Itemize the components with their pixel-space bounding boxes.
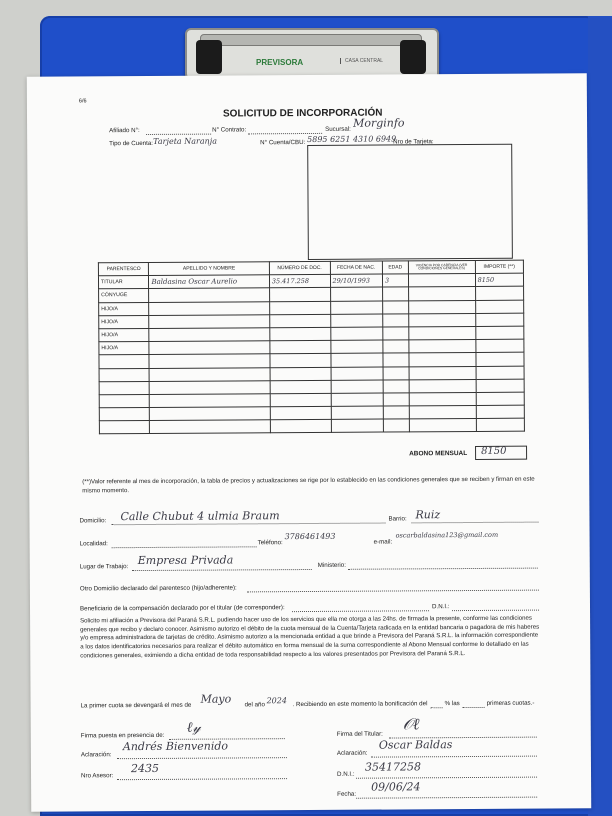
- ministerio-field[interactable]: [348, 568, 538, 570]
- beneficiario-label: Beneficiario de la compensación declarado por el titular (de corresponder):: [79, 604, 285, 613]
- cell-fecha-nac[interactable]: [331, 380, 384, 394]
- cell-fecha-nac[interactable]: [331, 419, 384, 433]
- dni-firma-value: 35417258: [364, 760, 422, 774]
- asesor-value: 2435: [130, 761, 160, 776]
- aclaracion-right-label: Aclaración:: [336, 749, 368, 757]
- clip-logo: PREVISORA: [256, 58, 304, 67]
- beneficiario-dni-field[interactable]: [452, 610, 539, 612]
- header-vigencia: VIGENCIA POR CARENCIA (VER CONDICIONES GENERALES): [408, 260, 475, 274]
- cell-numero-doc[interactable]: [270, 406, 331, 420]
- dni-firma-field[interactable]: [356, 777, 537, 779]
- cell-apellido-nombre[interactable]: [150, 407, 270, 421]
- cell-numero-doc[interactable]: [270, 420, 331, 434]
- cell-edad[interactable]: [383, 419, 409, 432]
- cuenta-cbu-value[interactable]: 5895 6251 4310 6949: [307, 134, 397, 145]
- cell-apellido-nombre[interactable]: [150, 394, 270, 408]
- aclaracion-left-value: Andrés Bienvenido: [122, 739, 229, 754]
- cell-edad[interactable]: [383, 340, 409, 353]
- cell-vigencia[interactable]: [409, 379, 476, 393]
- cell-vigencia[interactable]: [409, 392, 476, 406]
- cell-apellido-nombre[interactable]: Baldasina Oscar Aurelio: [149, 275, 269, 289]
- cell-apellido-nombre[interactable]: [149, 354, 269, 368]
- tipo-cuenta-value[interactable]: Tarjeta Naranja: [153, 136, 218, 146]
- form-paper: [27, 73, 591, 811]
- header-fecha-nac: FECHA DE NAC.: [330, 261, 383, 275]
- cell-numero-doc[interactable]: [269, 301, 330, 315]
- fecha-field[interactable]: [356, 797, 537, 799]
- cell-importe[interactable]: [475, 300, 524, 313]
- cell-fecha-nac[interactable]: [331, 367, 384, 381]
- firma-presencia-label: Firma puesta en presencia de:: [80, 731, 165, 740]
- abono-value: 8150: [481, 445, 507, 457]
- cell-vigencia[interactable]: [408, 287, 475, 301]
- cell-parentesco[interactable]: [99, 381, 150, 394]
- cell-parentesco[interactable]: CÓNYUGE: [99, 289, 150, 302]
- tipo-cuenta-label: Tipo de Cuenta:: [109, 139, 154, 148]
- cell-apellido-nombre[interactable]: [149, 314, 269, 328]
- cell-numero-doc[interactable]: [270, 367, 331, 381]
- cell-numero-doc[interactable]: [270, 314, 331, 328]
- clip-hinge-left: [196, 40, 222, 74]
- cell-parentesco[interactable]: TITULAR: [98, 276, 149, 289]
- header-edad: EDAD: [382, 261, 408, 274]
- otro-domicilio-field[interactable]: [247, 590, 539, 593]
- header-parentesco: PARENTESCO: [98, 262, 149, 275]
- localidad-label: Localidad:: [79, 540, 108, 548]
- cell-importe[interactable]: [475, 339, 524, 352]
- cell-vigencia[interactable]: [408, 300, 475, 314]
- firma-titular-signature: 𝒪ℓ: [402, 714, 420, 734]
- cell-apellido-nombre[interactable]: [149, 328, 269, 342]
- otro-domicilio-label: Otro Domicilio declarado del parentesco (hijo/adherente):: [79, 584, 237, 593]
- cell-parentesco[interactable]: HIJO/A: [99, 302, 150, 315]
- domicilio-label: Domicilio:: [79, 517, 107, 525]
- cell-apellido-nombre[interactable]: [150, 380, 270, 394]
- cuotas-field[interactable]: [463, 707, 485, 708]
- sucursal-label: Sucursal:: [325, 125, 351, 133]
- email-label: e-mail:: [373, 538, 393, 546]
- abono-label: ABONO MENSUAL: [409, 450, 468, 458]
- cell-edad[interactable]: [383, 406, 409, 419]
- cell-vigencia[interactable]: [409, 366, 476, 380]
- cell-edad[interactable]: [383, 287, 409, 300]
- dni-firma-label: D.N.I.:: [337, 770, 355, 778]
- cell-edad[interactable]: 3: [382, 274, 408, 287]
- cell-fecha-nac[interactable]: [331, 393, 384, 407]
- cell-vigencia[interactable]: [409, 340, 476, 354]
- afiliado-field[interactable]: [146, 134, 211, 135]
- cell-apellido-nombre[interactable]: [149, 341, 269, 355]
- cell-vigencia[interactable]: [409, 419, 476, 433]
- cuenta-cbu-label: N° Cuenta/CBU:: [260, 139, 306, 147]
- cell-vigencia[interactable]: [408, 326, 475, 340]
- cell-edad[interactable]: [383, 366, 409, 379]
- trabajo-label: Lugar de Trabajo:: [79, 563, 129, 571]
- firma-presencia-signature: ℓ𝓎: [186, 719, 201, 736]
- form-title: SOLICITUD DE INCORPORACIÓN: [222, 107, 383, 120]
- ministerio-label: Ministerio:: [317, 561, 346, 569]
- clip-bar: [200, 34, 422, 46]
- barrio-value: Ruiz: [415, 508, 441, 522]
- fecha-value: 09/06/24: [371, 780, 421, 794]
- afiliado-label: Afiliado N°:: [109, 127, 140, 135]
- cell-edad[interactable]: [383, 300, 409, 313]
- bonificacion-field[interactable]: [431, 707, 443, 708]
- cell-importe[interactable]: 8150: [475, 273, 524, 286]
- header-numero-doc: NÚMERO DE DOC.: [269, 261, 330, 275]
- contrato-label: N° Contrato:: [212, 126, 247, 134]
- sucursal-value[interactable]: Morginfo: [353, 116, 405, 130]
- asesor-field[interactable]: [117, 778, 287, 780]
- header-apellido-nombre: APELLIDO Y NOMBRE: [149, 262, 269, 276]
- cuota-mes-value[interactable]: Mayo: [200, 692, 232, 706]
- cell-parentesco[interactable]: HIJO/A: [99, 342, 150, 355]
- trabajo-value: Empresa Privada: [137, 553, 234, 568]
- cell-importe[interactable]: [475, 313, 524, 326]
- aclaracion-right-field[interactable]: [371, 756, 537, 758]
- cell-apellido-nombre[interactable]: [150, 420, 270, 434]
- firma-titular-label: Firma del Titular:: [336, 730, 383, 738]
- table-row: [99, 418, 524, 434]
- cell-fecha-nac[interactable]: [330, 314, 383, 328]
- cuota-text-2: del año: [244, 701, 265, 709]
- barrio-label: Barrio:: [388, 515, 407, 523]
- cell-fecha-nac[interactable]: [330, 287, 383, 301]
- legal-text: Solicito mi afiliación a Previsora del Paraná S.R.L. pudiendo hacer uso de los servicios que ella me otorga a las 24hs. de firmada la presente, conforme las condiciones generales que recibo y declaro conocer. Asimismo autorizo el débito de la cuota mensual de la Cuenta/Tarjeta radicada en la entidad bancaria o pagadora de mis haberes y/o empresa administradora de tarjetas de crédito. Asimismo autorizo a la mencionada entidad a que brinde a Previsora del Paraná S.R.L. la información correspondiente a los datos identificatorios necesarios para realizar el débito automático en forma mensual de la suma correspondiente al Abono Mensual conforme lo detallado en las condiciones generales, eximiendo a dicha entidad de toda responsabilidad respecto a los valores presentados por Previsora del Paraná S.R.L.: [80, 614, 540, 659]
- telefono-value[interactable]: 3786461493: [284, 531, 336, 542]
- aclaracion-left-field[interactable]: [117, 757, 287, 759]
- cell-parentesco[interactable]: [99, 408, 150, 421]
- cell-vigencia[interactable]: [408, 313, 475, 327]
- cell-edad[interactable]: [383, 393, 409, 406]
- fecha-label: Fecha:: [337, 790, 357, 798]
- cell-parentesco[interactable]: [99, 394, 150, 407]
- members-table: [98, 260, 525, 435]
- page-number: 6/6: [78, 98, 87, 105]
- cell-parentesco[interactable]: [99, 355, 150, 368]
- cell-numero-doc[interactable]: [270, 340, 331, 354]
- cell-vigencia[interactable]: [408, 274, 475, 288]
- cell-importe[interactable]: [476, 405, 525, 418]
- trabajo-field[interactable]: [132, 569, 312, 571]
- cell-parentesco[interactable]: [99, 368, 150, 381]
- email-value[interactable]: oscarbaldasina123@gmail.com: [395, 530, 499, 540]
- aclaracion-right-value: Oscar Baldas: [378, 738, 453, 752]
- barrio-field[interactable]: [411, 522, 538, 524]
- cell-importe[interactable]: [476, 418, 525, 431]
- cell-importe[interactable]: [476, 366, 525, 379]
- header-importe: IMPORTE (**): [475, 260, 524, 273]
- cuota-text-5: primeras cuotas.-: [486, 699, 535, 707]
- cell-parentesco[interactable]: [99, 421, 150, 434]
- localidad-field[interactable]: [112, 546, 257, 548]
- cuota-anio-value[interactable]: 2024: [266, 696, 287, 706]
- clip-hinge-right: [400, 40, 426, 74]
- cell-importe[interactable]: [476, 379, 525, 392]
- cell-apellido-nombre[interactable]: [149, 367, 269, 381]
- cell-numero-doc[interactable]: [270, 393, 331, 407]
- cell-vigencia[interactable]: [409, 353, 476, 367]
- clip-rect-text: CASA CENTRAL: [340, 58, 383, 64]
- cell-fecha-nac[interactable]: [330, 327, 383, 341]
- beneficiario-dni-label: D.N.I.:: [431, 603, 450, 611]
- tarjeta-label: Nro de Tarjeta:: [393, 138, 434, 146]
- cell-numero-doc[interactable]: 35.417.258: [269, 275, 330, 289]
- cell-numero-doc[interactable]: [270, 354, 331, 368]
- cell-edad[interactable]: [383, 327, 409, 340]
- cuota-text-1: La primer cuota se devengará el mes de: [80, 701, 192, 710]
- beneficiario-field[interactable]: [292, 610, 429, 612]
- cell-importe[interactable]: [476, 352, 525, 365]
- cell-numero-doc[interactable]: [270, 327, 331, 341]
- photo-box: [307, 144, 513, 260]
- cell-edad[interactable]: [383, 353, 409, 366]
- cell-parentesco[interactable]: HIJO/A: [99, 315, 150, 328]
- cell-edad[interactable]: [383, 314, 409, 327]
- cell-vigencia[interactable]: [409, 406, 476, 420]
- cell-edad[interactable]: [383, 380, 409, 393]
- cell-apellido-nombre[interactable]: [149, 288, 269, 302]
- cell-numero-doc[interactable]: [270, 380, 331, 394]
- cell-parentesco[interactable]: HIJO/A: [99, 328, 150, 341]
- cell-fecha-nac[interactable]: [331, 406, 384, 420]
- telefono-label: Teléfono:: [257, 539, 283, 547]
- domicilio-value: Calle Chubut 4 ulmia Braum: [120, 509, 280, 524]
- asesor-label: Nro Asesor:: [81, 772, 114, 780]
- cell-importe[interactable]: [475, 326, 524, 339]
- aclaracion-left-label: Aclaración:: [80, 751, 112, 759]
- cell-fecha-nac[interactable]: [330, 353, 383, 367]
- cell-fecha-nac[interactable]: 29/10/1993: [330, 274, 383, 288]
- cell-importe[interactable]: [475, 287, 524, 300]
- cuota-text-4: % las: [444, 700, 460, 708]
- cell-numero-doc[interactable]: [269, 288, 330, 302]
- cell-fecha-nac[interactable]: [330, 301, 383, 315]
- cell-apellido-nombre[interactable]: [149, 301, 269, 315]
- price-note: (**)Valor referente al mes de incorporación, la tabla de precios y actualizaciones se rige por lo establecido en las condiciones generales que se reciben y firman en este mismo momento.: [82, 475, 535, 495]
- cell-importe[interactable]: [476, 392, 525, 405]
- cell-fecha-nac[interactable]: [330, 340, 383, 354]
- cuota-text-3: . Recibiendo en este momento la bonificación del: [292, 700, 428, 709]
- members-table-body: [98, 273, 524, 434]
